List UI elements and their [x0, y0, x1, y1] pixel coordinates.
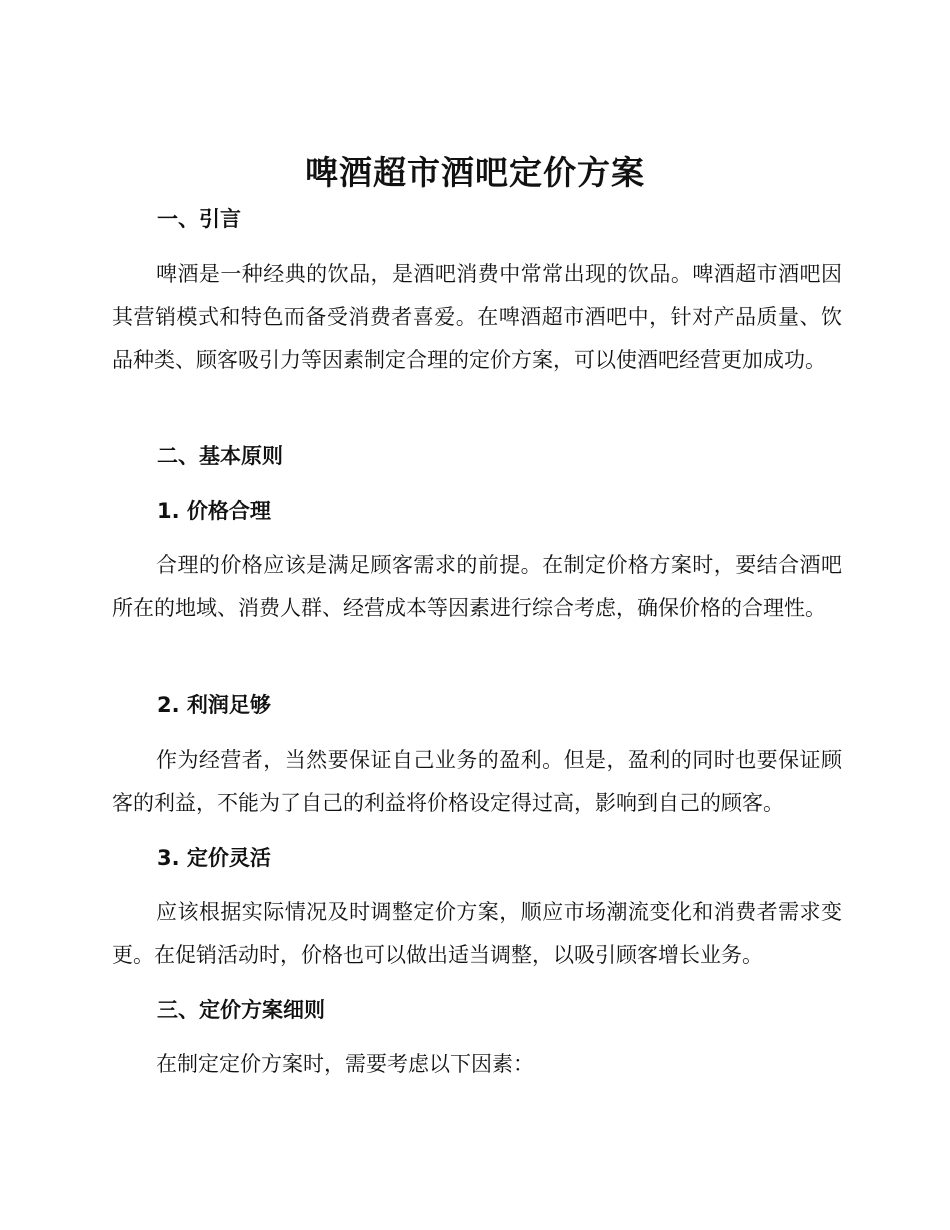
subheading-reasonable-price: 1. 价格合理: [157, 499, 271, 523]
subheading-sufficient-profit: 2. 利润足够: [157, 693, 271, 717]
document-title: 啤酒超市酒吧定价方案: [305, 153, 645, 192]
paragraph-introduction: 啤酒是一种经典的饮品，是酒吧消费中常常出现的饮品。啤酒超市酒吧因其营销模式和特色而备受消费者喜爱。在啤酒超市酒吧中，针对产品质量、饮品种类、顾客吸引力等因素制定合理的定价方案，可以使酒吧经营更加成功。: [112, 262, 842, 372]
paragraph-flexible-pricing: 应该根据实际情况及时调整定价方案，顺应市场潮流变化和消费者需求变更。在促销活动时，价格也可以做出适当调整，以吸引顾客增长业务。: [112, 900, 842, 967]
section-heading-principles: 二、基本原则: [157, 444, 283, 468]
section-heading-introduction: 一、引言: [157, 207, 241, 231]
paragraph-reasonable-price: 合理的价格应该是满足顾客需求的前提。在制定价格方案时，要结合酒吧所在的地域、消费人群、经营成本等因素进行综合考虑，确保价格的合理性。: [112, 553, 842, 620]
section-heading-pricing-details: 三、定价方案细则: [157, 998, 325, 1022]
paragraph-pricing-details: 在制定定价方案时，需要考虑以下因素：: [156, 1052, 534, 1076]
paragraph-sufficient-profit: 作为经营者，当然要保证自己业务的盈利。但是，盈利的同时也要保证顾客的利益，不能为了自己的利益将价格设定得过高，影响到自己的顾客。: [112, 748, 842, 815]
subheading-flexible-pricing: 3. 定价灵活: [157, 846, 271, 870]
